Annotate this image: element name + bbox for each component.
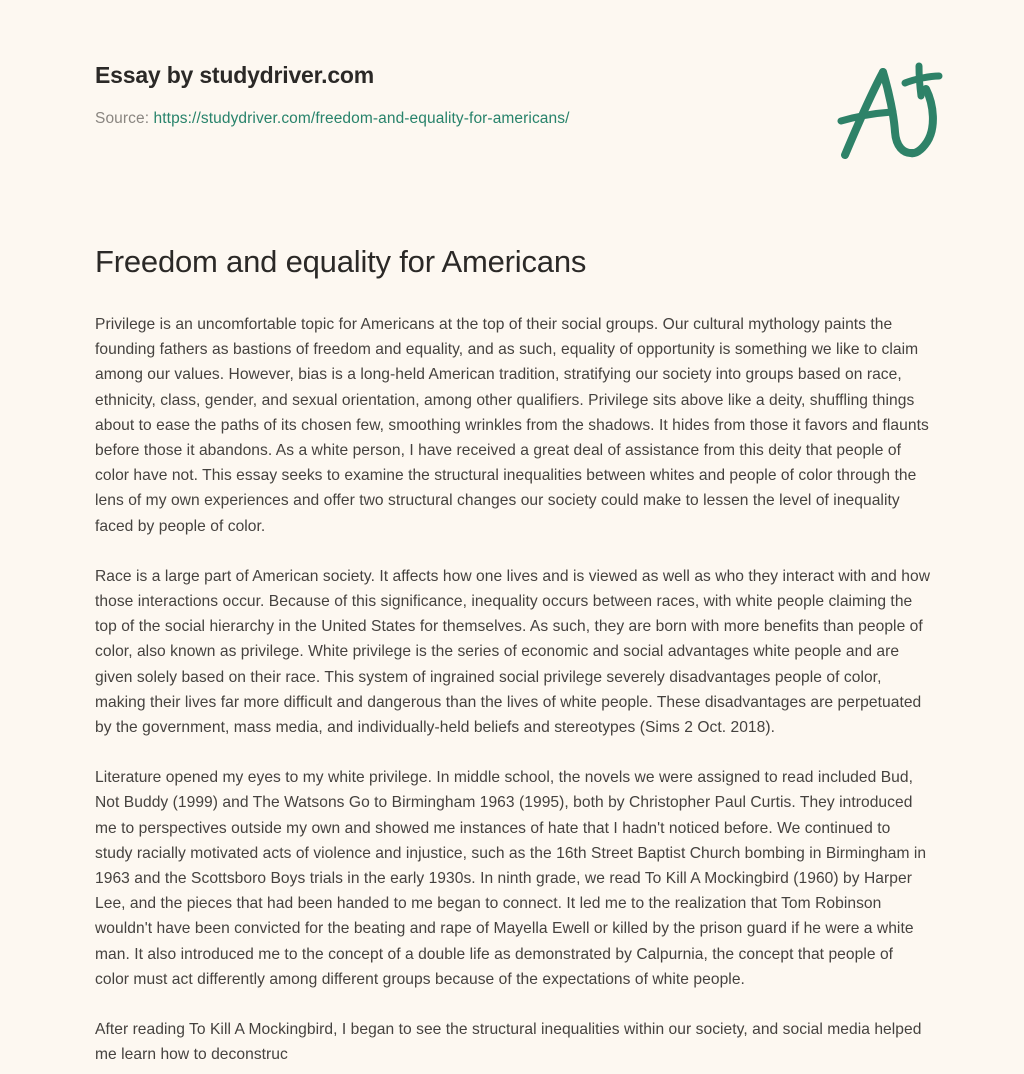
brand-title: Essay by studydriver.com [95,62,375,88]
paragraph: Race is a large part of American society. It affects how one lives and is viewed as well as who they interact with and how those interactions occur. Because of this significance, inequality occurs between races, with white people claiming the top of the social hierarchy in the United States for themselves. As such, they are born with more benefits than people of color, also known as privilege. White privilege is the series of economic and social advantages white people and are given solely based on their race. This system of ingrained social privilege severely disadvantages people of color, making their lives far more difficult and dangerous than the lives of white people. These disadvantages are perpetuated by the government, mass media, and individually-held beliefs and stereotypes (Sims 2 Oct. 2018). [95,567,931,737]
page-title: Freedom and equality for Americans [95,244,587,279]
source-url-link[interactable]: https://studydriver.com/freedom-and-equality-for-americans/ [153,110,570,127]
paragraph: After reading To Kill A Mockingbird, I began to see the structural inequalities within our society, and social media helped me learn how to deconstruc [95,1021,922,1064]
page-header [0,0,1024,127]
essay-body [95,312,931,1067]
source-line [95,109,930,129]
source-label: Source: [95,110,150,127]
paragraph: Privilege is an uncomfortable topic for Americans at the top of their social groups. Our cultural mythology paints the founding fathers as bastions of freedom and equality, and as such, equality of opportunity is something we like to claim among our values. However, bias is a long-held American tradition, stratifying our society into groups based on race, ethnicity, class, gender, and sexual orientation, among other qualifiers. Privilege sits above like a deity, shuffling things about to ease the paths of its chosen few, smoothing wrinkles from the shadows. It hides from those it favors and flaunts before those it abandons. As a white person, I have received a great deal of assistance from this deity that people of color have not. This essay seeks to examine the structural inequalities between whites and people of color through the lens of my own experiences and offer two structural changes our society could make to lessen the level of inequality faced by people of color. [95,316,929,535]
paragraph: Literature opened my eyes to my white privilege. In middle school, the novels we were assigned to read included Bud, Not Buddy (1999) and The Watsons Go to Birmingham 1963 (1995), both by Christopher Paul Curtis. They introduced me to perspectives outside my own and showed me instances of hate that I hadn't noticed before. We continued to study racially motivated acts of violence and injustice, such as the 16th Street Baptist Church bombing in Birmingham in 1963 and the Scottsboro Boys trials in the early 1930s. In ninth grade, we read To Kill A Mockingbird (1960) by Harper Lee, and the pieces that had been handed to me began to connect. It led me to the realization that Tom Robinson wouldn't have been convicted for the beating and rape of Mayella Ewell or killed by the prison guard if he were a white man. It also introduced me to the concept of a double life as demonstrated by Calpurnia, the concept that people of color must act differently among different groups because of the expectations of white people. [95,769,927,988]
